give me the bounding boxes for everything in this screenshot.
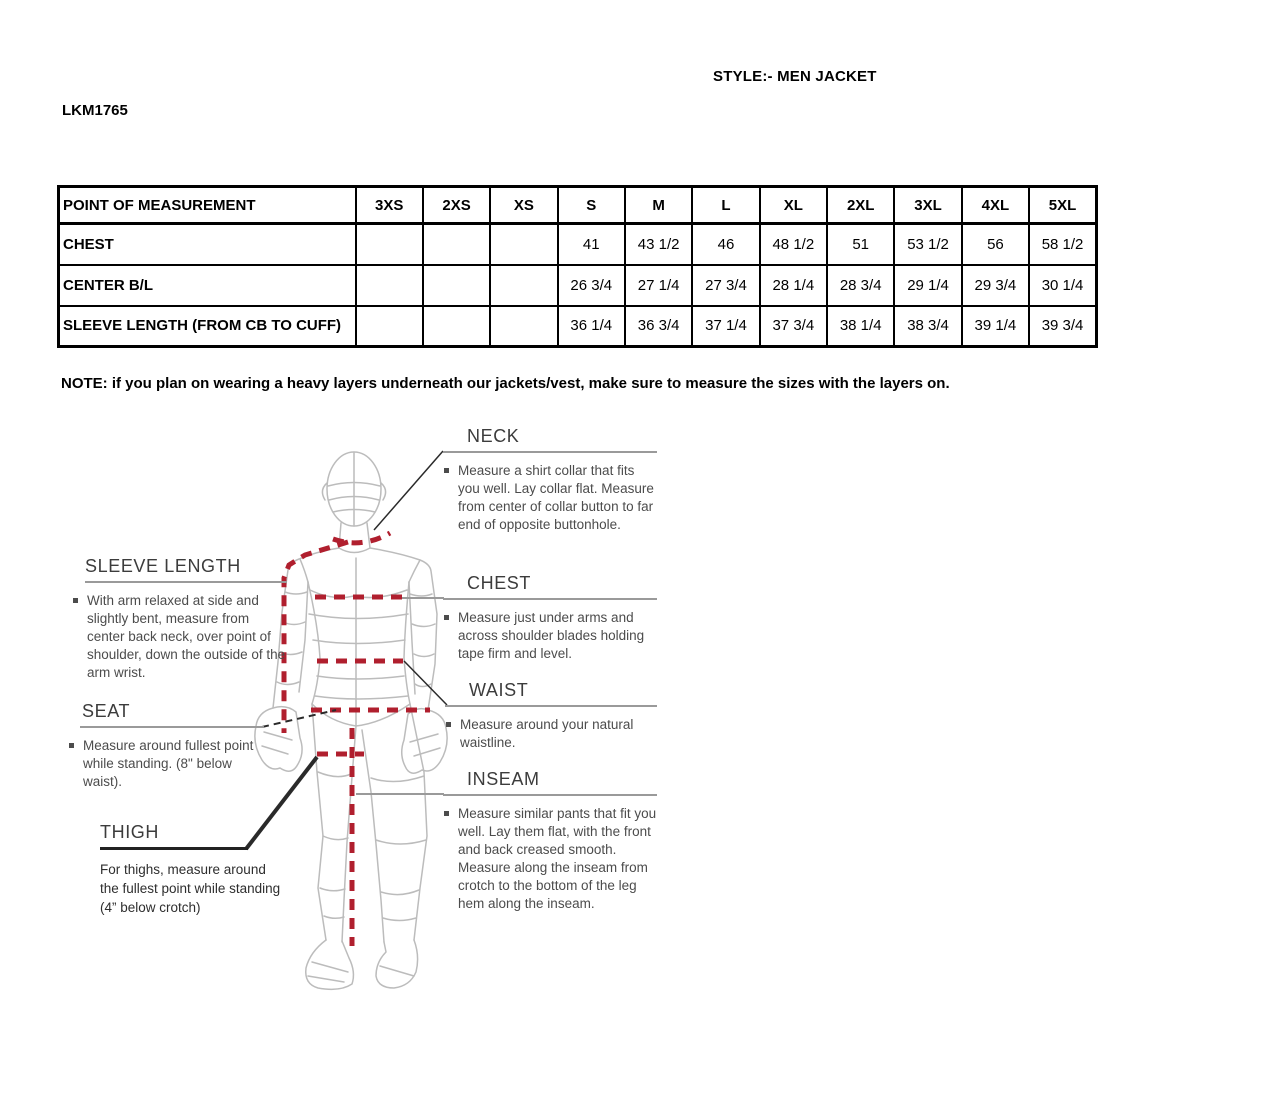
- cell: [490, 224, 557, 265]
- column-header: XS: [490, 187, 557, 224]
- cell: [423, 306, 490, 347]
- column-header: 3XS: [356, 187, 423, 224]
- divider: [80, 726, 264, 728]
- column-header: S: [558, 187, 625, 224]
- guide-waist-text: Measure around your natural waistline.: [445, 716, 657, 752]
- table-row: [59, 224, 1097, 265]
- cell: 39 1/4: [962, 306, 1029, 347]
- note-text: NOTE: if you plan on wearing a heavy layers underneath our jackets/vest, make sure to measure the sizes with the layers on.: [61, 375, 950, 392]
- column-header: POINT OF MEASUREMENT: [59, 187, 356, 224]
- guide-chest-title: CHEST: [467, 573, 532, 593]
- column-header: 2XL: [827, 187, 894, 224]
- page-title: STYLE:- MEN JACKET: [713, 68, 877, 85]
- cell: 38 3/4: [894, 306, 961, 347]
- guide-waist: [445, 678, 657, 752]
- cell: 38 1/4: [827, 306, 894, 347]
- guide-thigh: [100, 820, 288, 917]
- guide-neck-text: Measure a shirt collar that fits you well. Lay collar flat. Measure from center of collar button to far end of opposite buttonhole.: [443, 462, 657, 534]
- guide-sleeve-length-text: With arm relaxed at side and slightly bent, measure from center back neck, over point of shoulder, down the outside of the arm wrist.: [72, 592, 287, 682]
- cell: [356, 306, 423, 347]
- guide-inseam: [443, 767, 657, 913]
- column-header: 2XS: [423, 187, 490, 224]
- guide-inseam-text: Measure similar pants that fit you well. Lay them flat, with the front and back creased smooth. Measure along the inseam from crotch to the bottom of the leg hem along the inseam.: [443, 805, 657, 913]
- cell: 39 3/4: [1029, 306, 1096, 347]
- divider: [443, 794, 657, 796]
- seat-leader-line: [262, 710, 336, 727]
- guide-seat-title: SEAT: [82, 701, 131, 721]
- guide-neck: [443, 424, 657, 534]
- guide-inseam-title: INSEAM: [467, 769, 540, 789]
- row-label: SLEEVE LENGTH (FROM CB TO CUFF): [59, 306, 356, 347]
- cell: [423, 224, 490, 265]
- cell: 37 1/4: [692, 306, 759, 347]
- table-row: [59, 265, 1097, 306]
- column-header: L: [692, 187, 759, 224]
- cell: 53 1/2: [894, 224, 961, 265]
- guide-chest: [443, 571, 657, 663]
- cell: 27 1/4: [625, 265, 692, 306]
- divider: [445, 705, 657, 707]
- column-header: 5XL: [1029, 187, 1096, 224]
- guide-waist-title: WAIST: [469, 680, 529, 700]
- divider: [443, 451, 657, 453]
- cell: [423, 265, 490, 306]
- cell: 26 3/4: [558, 265, 625, 306]
- row-label: CHEST: [59, 224, 356, 265]
- size-table-header-row: [59, 187, 1097, 224]
- guide-seat: [68, 699, 268, 791]
- cell: [490, 306, 557, 347]
- cell: 37 3/4: [760, 306, 827, 347]
- row-label: CENTER B/L: [59, 265, 356, 306]
- guide-sleeve-length-title: SLEEVE LENGTH: [85, 556, 241, 576]
- divider: [100, 847, 248, 850]
- sleeve-measure-line: [284, 542, 348, 733]
- column-header: 4XL: [962, 187, 1029, 224]
- guide-sleeve-length: [72, 554, 287, 682]
- measurement-lines: [284, 533, 430, 946]
- guide-seat-text: Measure around fullest point while standing. (8" below waist).: [68, 737, 268, 791]
- cell: [356, 224, 423, 265]
- guide-chest-text: Measure just under arms and across shoulder blades holding tape firm and level.: [443, 609, 657, 663]
- cell: 58 1/2: [1029, 224, 1096, 265]
- cell: 41: [558, 224, 625, 265]
- cell: 36 3/4: [625, 306, 692, 347]
- waist-leader-line: [404, 661, 447, 705]
- divider: [443, 598, 657, 600]
- guide-neck-title: NECK: [467, 426, 520, 446]
- column-header: XL: [760, 187, 827, 224]
- size-table: [57, 185, 1098, 348]
- cell: 29 3/4: [962, 265, 1029, 306]
- cell: 28 1/4: [760, 265, 827, 306]
- table-row: [59, 306, 1097, 347]
- divider: [85, 581, 287, 583]
- guide-thigh-title: THIGH: [100, 822, 159, 842]
- cell: 43 1/2: [625, 224, 692, 265]
- model-code: LKM1765: [62, 102, 128, 119]
- cell: 30 1/4: [1029, 265, 1096, 306]
- column-header: 3XL: [894, 187, 961, 224]
- cell: 48 1/2: [760, 224, 827, 265]
- cell: 28 3/4: [827, 265, 894, 306]
- column-header: M: [625, 187, 692, 224]
- neck-leader-line: [374, 451, 443, 530]
- cell: 27 3/4: [692, 265, 759, 306]
- cell: 36 1/4: [558, 306, 625, 347]
- cell: 51: [827, 224, 894, 265]
- guide-thigh-text: For thighs, measure around the fullest point while standing (4” below crotch): [100, 862, 281, 915]
- cell: 29 1/4: [894, 265, 961, 306]
- cell: 56: [962, 224, 1029, 265]
- neck-measure-line: [333, 533, 390, 543]
- cell: 46: [692, 224, 759, 265]
- cell: [356, 265, 423, 306]
- cell: [490, 265, 557, 306]
